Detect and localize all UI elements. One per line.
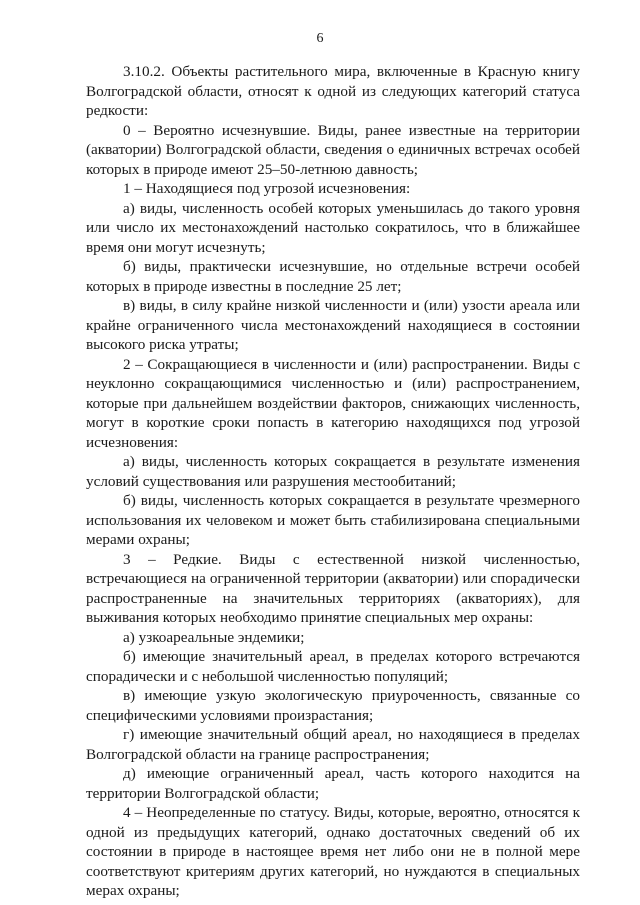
paragraph-category-1-v: в) виды, в силу крайне низкой численности и (или) узости ареала или крайне ограниченного числа местонахождений находящиеся в состоянии высокого риска утраты;	[86, 297, 580, 353]
paragraph-category-0: 0 – Вероятно исчезнувшие. Виды, ранее известные на территории (акватории) Волгоградской области, сведения о единичных встречах особей которых в природе имеют 25–50-летнюю давность;	[86, 121, 580, 178]
paragraph-category-3-b: б) имеющие значительный ареал, в пределах которого встречаются спорадически и с небольшой численностью популяций;	[86, 648, 580, 685]
paragraph-category-1-a: а) виды, численность особей которых уменьшилась до такого уровня или число их местонахождений настолько сократилось, что в ближайшее время они могут исчезнуть;	[86, 199, 580, 256]
document-body	[86, 62, 580, 901]
paragraph-category-3-v: в) имеющие узкую экологическую приуроченность, связанные со специфическими условиями произрастания;	[86, 687, 580, 724]
paragraph-category-2-b: б) виды, численность которых сокращается в результате чрезмерного использования их человеком и может быть стабилизирована специальными мерами охраны;	[86, 492, 580, 548]
paragraph-category-1: 1 – Находящиеся под угрозой исчезновения:	[123, 180, 411, 197]
paragraph-category-1-b: б) виды, практически исчезнувшие, но отдельные встречи особей которых в природе известны в последние 25 лет;	[86, 258, 580, 295]
paragraph-category-3: 3 – Редкие. Виды с естественной низкой численностью, встречающиеся на ограниченной территории (акватории) или спорадически распространенные на значительных территориях (акваториях), для выживания которых необходимо принятие специальных мер охраны:	[86, 550, 580, 626]
paragraph-category-3-d: д) имеющие ограниченный ареал, часть которого находится на территории Волгоградской области;	[86, 765, 580, 802]
paragraph-category-2-a: а) виды, численность которых сокращается в результате изменения условий существования или разрушения местообитаний;	[86, 453, 580, 490]
paragraph-category-4: 4 – Неопределенные по статусу. Виды, которые, вероятно, относятся к одной из предыдущих категорий, однако достаточных сведений об их состоянии в природе в настоящее время нет либо они не в полной мере соответствуют критериям других категорий, но нуждаются в специальных мерах охраны;	[86, 804, 580, 899]
paragraph-category-3-g: г) имеющие значительный общий ареал, но находящиеся в пределах Волгоградской области на границе распространения;	[86, 726, 580, 763]
paragraph-section-3-10-2: 3.10.2. Объекты растительного мира, включенные в Красную книгу Волгоградской области, относят к одной из следующих категорий статуса редкости:	[86, 63, 580, 119]
paragraph-category-3-a: а) узкоареальные эндемики;	[123, 628, 305, 646]
page-number: 6	[316, 31, 324, 46]
paragraph-category-2: 2 – Сокращающиеся в численности и (или) распространении. Виды с неуклонно сокращающимися численностью и (или) распространением, которые при дальнейшем воздействии факторов, снижающих численность, могут в короткие сроки попасть в категорию находящихся под угрозой исчезновения:	[86, 355, 580, 451]
